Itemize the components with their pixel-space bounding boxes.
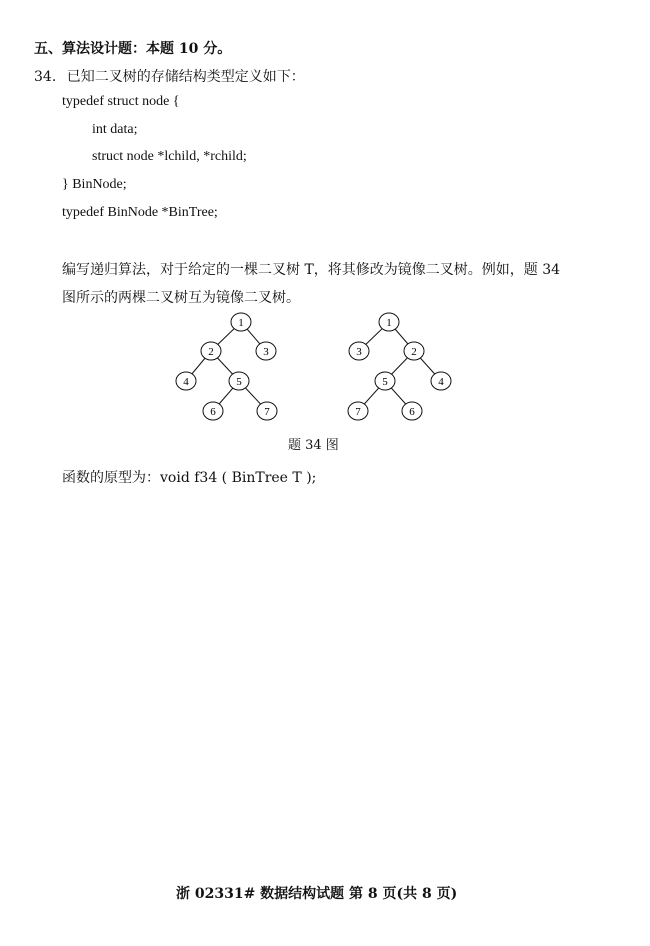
left-tree-node-label: 6: [210, 406, 216, 418]
right-tree-node-7: [348, 402, 368, 420]
section-heading: 五、算法设计题：本题 10 分。: [34, 41, 232, 57]
right-tree-edges: [358, 322, 441, 411]
right-tree-node-6: [402, 402, 422, 420]
question-number: 34.: [34, 69, 57, 85]
figure-caption: 题 34 图: [288, 438, 339, 453]
left-tree-node-1: [231, 313, 251, 331]
left-tree-node-4: [176, 372, 196, 390]
code-line-bintree: typedef BinNode *BinTree;: [62, 205, 218, 220]
right-tree-node-label: 6: [409, 406, 415, 418]
right-tree-node-label: 7: [355, 406, 361, 418]
left-tree-node-label: 1: [238, 317, 244, 329]
right-tree-node-3: [349, 342, 369, 360]
code-line-binnode: } BinNode;: [62, 177, 127, 192]
page-footer: 浙 02331# 数据结构试题 第 8 页(共 8 页): [176, 886, 458, 902]
left-tree-node-5: [229, 372, 249, 390]
left-tree-node-2: [201, 342, 221, 360]
code-line-typedef-struct: typedef struct node {: [62, 94, 180, 109]
left-tree-node-label: 2: [208, 346, 214, 358]
description-line-1: 编写递归算法，对于给定的一棵二叉树 T，将其修改为镜像二叉树。例如，题 34: [62, 262, 561, 278]
left-tree-edges: [186, 322, 267, 411]
description-line-2: 图所示的两棵二叉树互为镜像二叉树。: [62, 290, 300, 306]
right-tree-node-5: [375, 372, 395, 390]
code-line-int-data: int data;: [92, 122, 138, 137]
question-intro: 已知二叉树的存储结构类型定义如下：: [66, 69, 305, 85]
left-tree-node-6: [203, 402, 223, 420]
code-line-child-pointers: struct node *lchild, *rchild;: [92, 149, 247, 164]
left-tree-node-label: 5: [236, 376, 242, 388]
right-tree-node-4: [431, 372, 451, 390]
left-tree-node-label: 3: [263, 346, 269, 358]
left-tree-node-7: [257, 402, 277, 420]
right-tree-node-label: 3: [356, 346, 362, 358]
right-tree-node-label: 2: [411, 346, 417, 358]
left-tree-node-label: 7: [264, 406, 270, 418]
right-tree-node-2: [404, 342, 424, 360]
right-tree-node-label: 4: [438, 376, 444, 388]
function-prototype: 函数的原型为：void f34 ( BinTree T );: [62, 470, 317, 486]
left-tree-nodes: [176, 313, 277, 420]
left-tree-node-3: [256, 342, 276, 360]
right-tree-node-1: [379, 313, 399, 331]
left-tree-node-label: 4: [183, 376, 189, 388]
right-tree-node-label: 1: [386, 317, 392, 329]
right-tree-node-label: 5: [382, 376, 388, 388]
